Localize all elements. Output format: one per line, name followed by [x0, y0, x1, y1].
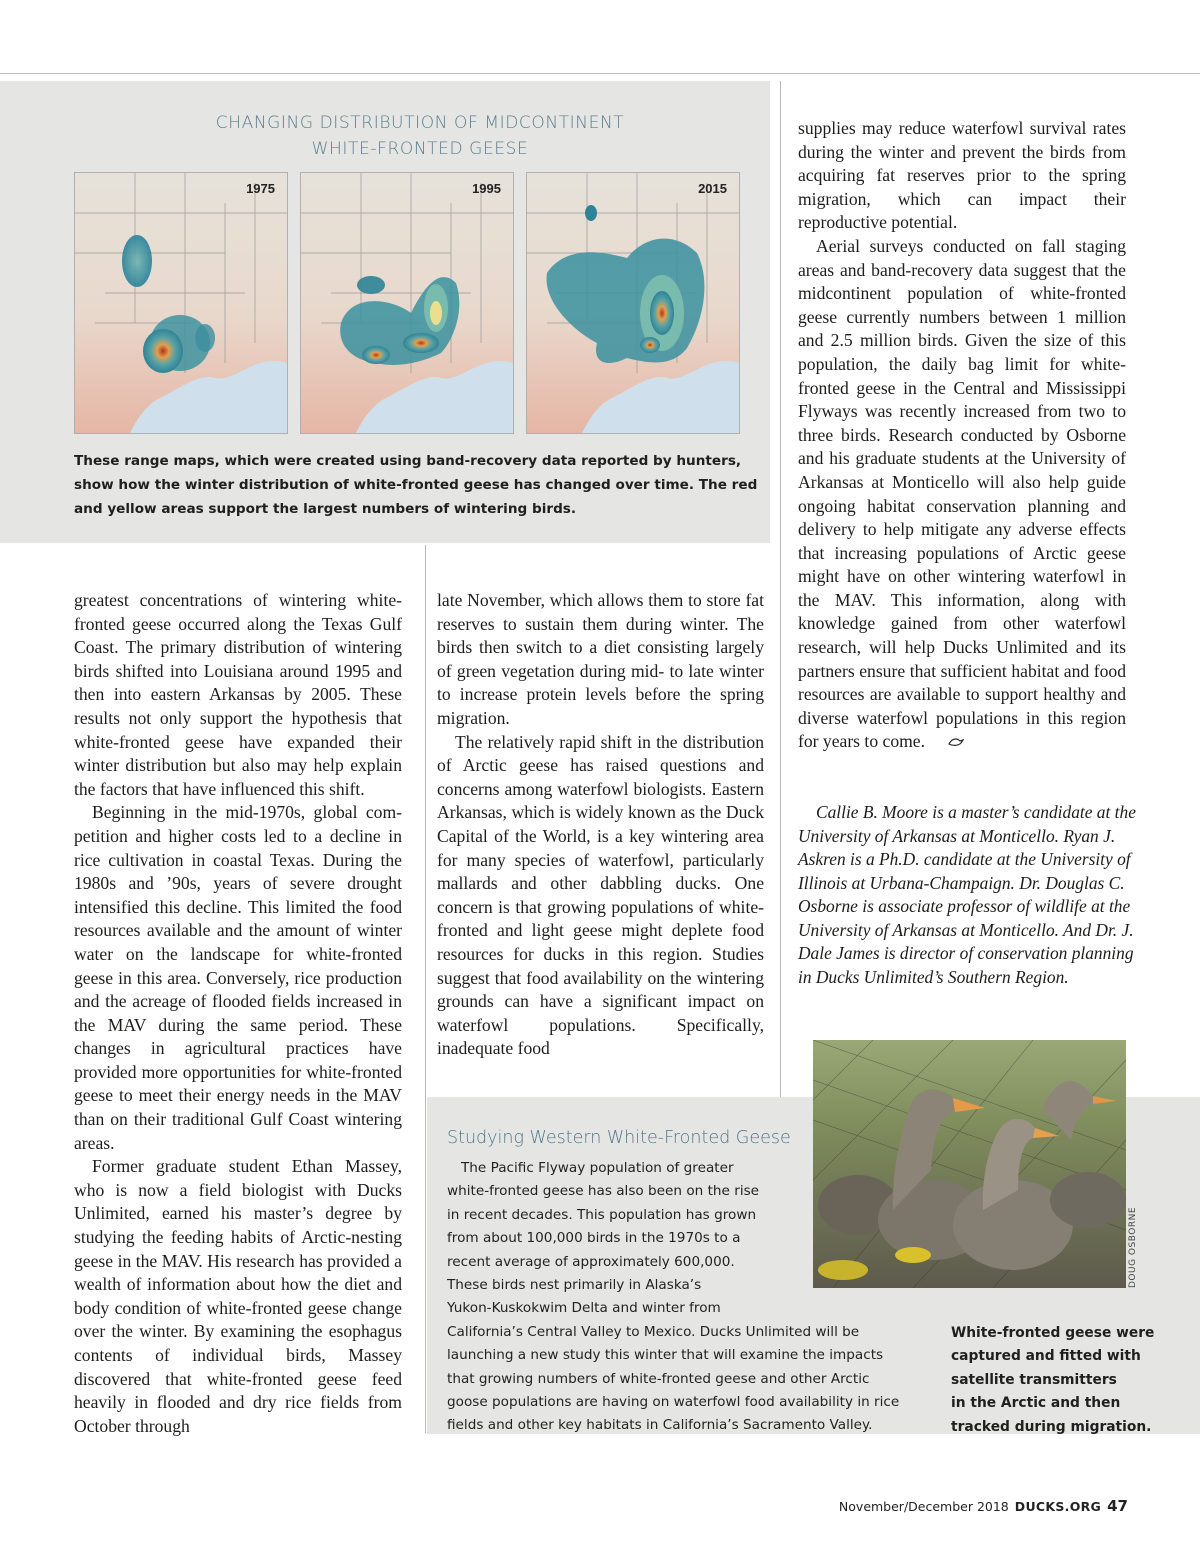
sidebar-line: Yukon-Kuskokwim Delta and winter from: [447, 1300, 721, 1317]
column-rule-left: [425, 545, 426, 1433]
article-column-left: [74, 589, 402, 1438]
article-column-middle: [437, 589, 764, 1061]
range-map-1995: [300, 172, 514, 434]
figure-title-line-1: CHANGING DISTRIBUTION OF MIDCONTINENT: [215, 113, 625, 133]
map-year-label: 2015: [698, 181, 727, 196]
end-mark-duck-icon: [929, 731, 965, 755]
range-map-2015: [526, 172, 740, 434]
range-map-1975-graphic: [75, 173, 287, 433]
sidebar-line: from about 100,000 birds in the 1970s to a: [447, 1230, 741, 1247]
page-number: 47: [1107, 1497, 1128, 1515]
figure-caption: These range maps, which were created using band-recovery data reported by hunters, show how the winter distribution of white-fronted geese has changed over time. The red and yellow areas support the largest numbers of wintering birds.: [74, 453, 758, 517]
paragraph-text: Aerial surveys conducted on fall staging areas and band-recovery data suggest that the midcontinent population of white-fronted geese currently numbers between 1 million and 2.5 million birds. Given the size of this population, the daily bag limit for white-fronted geese in the Central and Mississippi Flyways was recently increased from two to three birds. Research conducted by Osborne and his graduate students at the University of Arkansas at Monticello will also help guide ongoing habitat conservation planning and delivery to help mitigate any adverse effects that increasing populations of Arctic geese might have on other wintering waterfowl in the MAV. This information, along with knowledge gained from other waterfowl research, will help Ducks Unlimited and its partners ensure that sufficient habitat and food resources are available to support healthy and diverse waterfowl populations in this region for years to come.: [798, 235, 1126, 752]
article-column-right: [798, 117, 1126, 755]
photo-caption-line: tracked during migration.: [951, 1418, 1152, 1435]
author-credits: Callie B. Moore is a master’s candidate at the University of Arkansas at Monticello. Ryan J. Askren is a Ph.D. candidate at the University of Illinois at Urbana-Champaign. Dr. Douglas C. Osborne is associate professor of wildlife at the University of Arkansas at Monticello. And Dr. J. Dale James is director of conservation planning in Ducks Unlimited’s Southern Region.: [798, 802, 1136, 987]
photo-caption: [951, 1322, 1155, 1439]
sidebar-line: California’s Central Valley to Mexico. Ducks Unlimited will be: [447, 1323, 860, 1340]
sidebar-line: These birds nest primarily in Alaska’s: [447, 1277, 702, 1294]
sidebar-line: launching a new study this winter that will examine the impacts: [447, 1347, 884, 1364]
photo-credit: DOUG OSBORNE: [1128, 1206, 1138, 1288]
figure-title-line-2: WHITE-FRONTED GEESE: [311, 139, 529, 159]
paragraph: supplies may reduce waterfowl survival rates during the winter and prevent the birds from acquiring fat reserves prior to the spring migration, which can impact their reproductive potential.: [798, 118, 1126, 233]
paragraph: greatest concentrations of wintering white-fronted geese occurred along the Texas Gulf Coast. The primary distribution of wintering birds shifted into Louisiana around 1995 and then into eastern Arkansas by 2005. These results not only support the hypothesis that white-fronted geese have expanded their winter distribution but also may help explain the factors that have influenced this shift.: [74, 590, 402, 799]
sidebar-line: in recent decades. This population has grown: [447, 1206, 757, 1223]
column-rule-right: [780, 81, 781, 1097]
sidebar-line: goose populations are having on waterfowl food availability in rice: [447, 1394, 900, 1411]
page-folio: [839, 1497, 1128, 1515]
paragraph: [798, 235, 1126, 755]
range-map-2015-graphic: [527, 173, 739, 433]
paragraph: The relatively rapid shift in the distribution of Arctic geese has raised questions and concerns among waterfowl biologists. Eastern Arkansas, which is widely known as the Duck Capital of the World, is a key wintering area for many species of waterfowl, particularly mallards and other dabbling ducks. One concern is that growing populations of white-fronted and light geese might deplete food resources for ducks in this region. Studies suggest that food availability on the wintering grounds can have a significant impact on waterfowl populations. Specifically, inadequate food: [437, 731, 764, 1059]
paragraph: Former graduate student Ethan Massey, who is now a field biologist with Ducks Unlimited, earned his master’s degree by studying the feeding habits of Arctic-nesting geese in the MAV. His research has provided a wealth of information about how the diet and body condition of white-fronted geese change over the winter. By examining the esophagus contents of individual birds, Massey discovered that white-fronted geese feed heavily in flooded and dry rice fields from October through: [74, 1156, 402, 1436]
photo-caption-line: captured and fitted with: [951, 1348, 1141, 1365]
photo-caption-line: White-fronted geese were: [951, 1325, 1155, 1341]
paragraph: late November, which allows them to store fat reserves to sustain them during winter. The birds then switch to a diet consisting largely of green vegetation during mid- to late winter to increase protein levels before the spring migration.: [437, 590, 764, 728]
map-year-label: 1995: [472, 181, 501, 196]
sidebar-title: Studying Western White-Fronted Geese: [447, 1128, 791, 1148]
site-name[interactable]: DUCKS.ORG: [1014, 1499, 1102, 1514]
range-map-1975: [74, 172, 288, 434]
issue-date: November/December 2018: [838, 1499, 1009, 1514]
figure-title: [0, 110, 840, 162]
sidebar-line: fields and other key habitats in California’s Sacramento Valley.: [447, 1417, 873, 1434]
sidebar-line: white-fronted geese has also been on the rise: [447, 1183, 760, 1200]
map-year-label: 1975: [246, 181, 275, 196]
range-map-1995-graphic: [301, 173, 513, 433]
paragraph: Beginning in the mid-1970s, global competition and higher costs led to a decline in rice cultivation in coastal Texas. During the 1980s and ’90s, years of severe drought intensified this decline. This limited the food resources available and the amount of winter water on the landscape for white-fronted geese in this area. Conversely, rice production and the acreage of flooded fields increased in the MAV during the same period. These changes in agricultural practices have provided more opportunities for white-fronted geese to meet their energy needs in the MAV than on their traditional Gulf Coast wintering areas.: [74, 802, 402, 1153]
sidebar-text: [447, 1157, 899, 1438]
sidebar-line: recent average of approximately 600,000.: [447, 1253, 735, 1270]
sidebar-line: that growing numbers of white-fronted geese and other Arctic: [447, 1370, 870, 1387]
photo-caption-line: in the Arctic and then: [951, 1395, 1121, 1412]
photo-caption-line: satellite transmitters: [951, 1371, 1117, 1388]
sidebar-line: The Pacific Flyway population of greater: [461, 1160, 734, 1176]
top-rule: [0, 73, 1200, 74]
